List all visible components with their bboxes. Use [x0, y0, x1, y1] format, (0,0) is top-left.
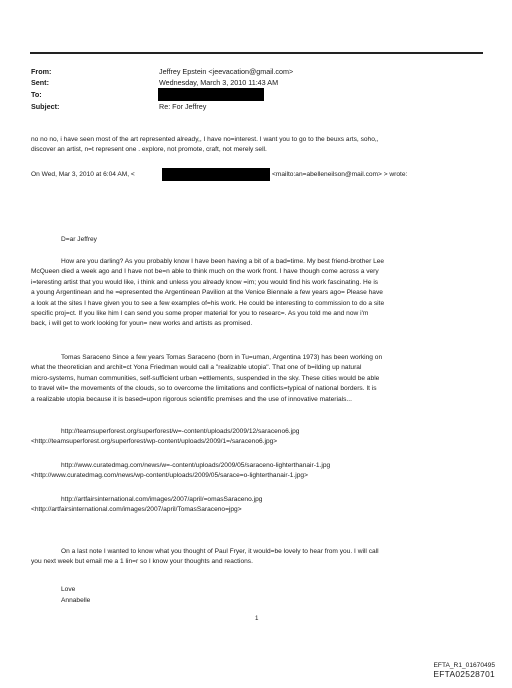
para2-line: to travel wit= the movements of the clouds, so to overcome the limitations and conflicts=typical of national borders. It is	[31, 385, 377, 393]
para2-line: micro-systems, human communities, self-sufficient urban =ettlements, suspended in the sky. These cities would be able	[31, 374, 380, 382]
link-url[interactable]: http://www.curatedmag.com/news/w=-content/uploads/2009/05/saraceno-lighterthanair-1.jpg	[61, 462, 331, 469]
para2-line: what the theoretician and archit=ct Yona Friedman would call a "realizable utopia". That one of b=ilding up natural	[31, 364, 362, 372]
para1-line: How are you darling? As you probably know I have been having a bit of a bad=time. My best friend-brother Lee	[61, 258, 385, 265]
signature: Annabelle	[61, 597, 91, 604]
sent-value: Wednesday, March 3, 2010 11:43 AM	[159, 78, 279, 87]
subject-label: Subject:	[31, 102, 60, 111]
to-redaction	[158, 88, 264, 101]
reply-line-1: no no no, i have seen most of the art represented already,, I have no=interest. I want you to go to the beuxs arts, soho,,	[31, 136, 379, 143]
header-rule	[30, 52, 483, 54]
link-alt[interactable]: <http://artfairsinternational.com/images/2007/april/TomasSaraceno=jpg>	[31, 506, 242, 514]
link-alt[interactable]: <http://teamsuperforest.org/superforest/wp-content/uploads/2009/1=/saraceno6.jpg>	[31, 438, 278, 446]
para3-line: On a last note I wanted to know what you thought of Paul Fryer, it would=be lovely to hear from you. I will call	[61, 548, 379, 555]
to-label: To:	[31, 90, 42, 99]
para2-line: Tomas Saraceno Since a few years Tomas Saraceno (born in Tu=uman, Argentina 1973) has been working on	[61, 354, 383, 361]
page-number: 1	[255, 615, 259, 622]
signoff: Love	[61, 586, 76, 593]
bates-ref-2: EFTA02528701	[433, 669, 495, 679]
from-label: From:	[31, 67, 52, 76]
quote-header-suffix: <mailto:an=abelleneilson@mail.com> > wrote:	[272, 171, 408, 178]
para1-line: specific proj=ct. If you like him I can send you some proper material for you to researc=. As you told me and now i'm	[31, 310, 369, 317]
para1-line: back, i will get to work looking for youn= new works and artists as promised.	[31, 320, 253, 328]
quote-header-prefix: On Wed, Mar 3, 2010 at 6:04 AM, <	[31, 171, 135, 178]
sent-label: Sent:	[31, 78, 49, 87]
para1-line: i=teresting artist that you would like, i think and unless you already know =im; you would find his work fascinating. He is	[31, 278, 379, 286]
para1-line: a look at the sites I have given you to see a few examples of=his work. He could be interesting to commission to do a site	[31, 299, 385, 307]
sender-redaction	[162, 168, 270, 181]
para3-line: you next week but email me a 1 lin=r so I know your thoughts and reactions.	[31, 558, 253, 566]
para2-line: a realizable utopia because it is based=upon rigorous scientific premises and the use of innovative materials...	[31, 395, 352, 403]
link-url[interactable]: http://artfairsinternational.com/images/2007/april/=omasSaraceno.jpg	[61, 496, 263, 503]
bates-ref-1: EFTA_R1_01670495	[433, 662, 495, 669]
link-alt[interactable]: <http://www.curatedmag.com/news/wp-content/uploads/2009/05/sarace=o-lighterthanair-1.jpg>	[31, 472, 308, 480]
subject-value: Re: For Jeffrey	[159, 102, 207, 111]
link-url[interactable]: http://teamsuperforest.org/superforest/w=-content/uploads/2009/12/saraceno6.jpg	[61, 428, 300, 435]
para1-line: McQueen died a week ago and I have not be=n able to think much on the work front. I have though come across a very	[31, 268, 379, 276]
letter-greeting: D=ar Jeffrey	[61, 236, 97, 243]
para1-line: a young Argentinean and he =epresented the Argentinean Pavilion at the Venice Biennale a few years ago= Please have	[31, 289, 383, 297]
reply-line-2: discover an artist, n=t represent one . explore, not promote, craft, not merely sell.	[31, 146, 267, 153]
from-value: Jeffrey Epstein <jeevacation@gmail.com>	[159, 67, 294, 76]
